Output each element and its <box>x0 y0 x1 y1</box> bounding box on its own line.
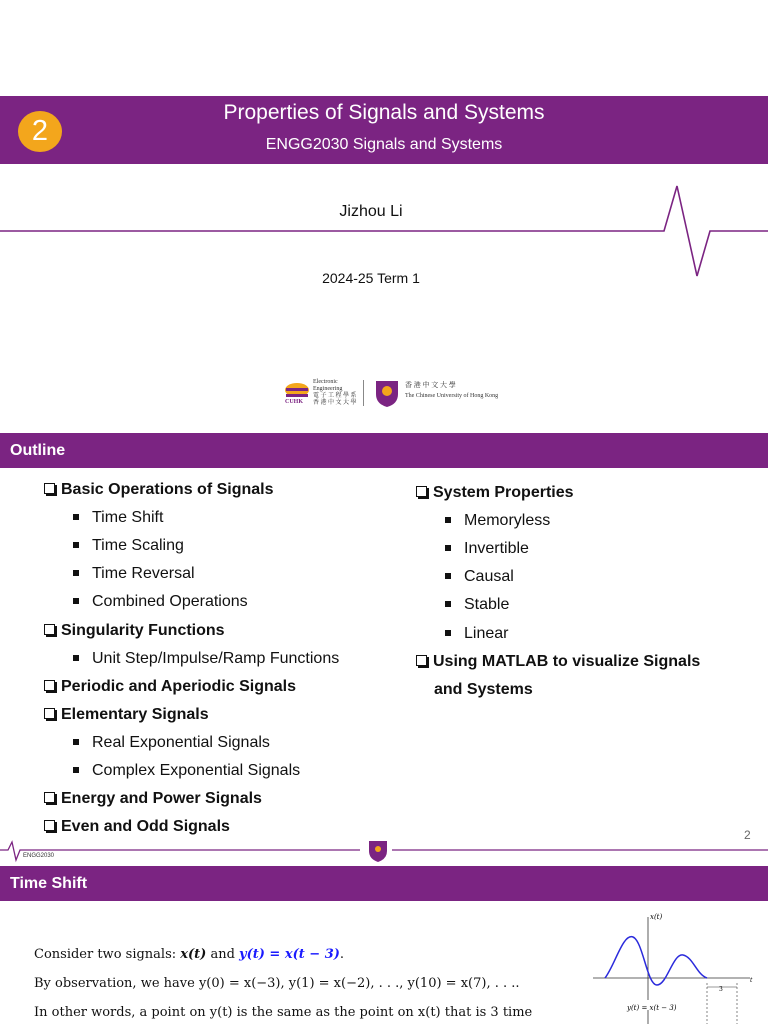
time-shift-plot <box>585 905 755 1024</box>
square-bullet-icon <box>73 598 79 604</box>
square-bullet-icon <box>445 573 451 579</box>
time-shift-line-1: Consider two signals: x(t) and y(t) = x(t − 3). <box>34 947 345 962</box>
outline-item: Basic Operations of Signals <box>44 481 274 499</box>
outline-subitem: Time Scaling <box>73 537 184 555</box>
outline-item: and Systems <box>434 680 533 698</box>
outline-subitem: Memoryless <box>445 512 550 530</box>
checkbox-bullet-icon <box>44 708 55 719</box>
outline-item: Elementary Signals <box>44 706 209 724</box>
outline-subitem: Invertible <box>445 540 529 558</box>
outline-subitem: Causal <box>445 568 514 586</box>
ee-logo-text: Electronic Engineering 電 子 工 程 學 系 香 港 中 文 大 學 <box>313 379 357 406</box>
slide-title: Properties of Signals and Systems <box>223 101 545 124</box>
outline-subitem: Real Exponential Signals <box>73 734 270 752</box>
university-logos <box>283 376 513 412</box>
outline-subitem: Linear <box>445 625 508 643</box>
time-shift-line-3: In other words, a point on y(t) is the same as the point on x(t) that is 3 time <box>34 1005 533 1020</box>
outline-subitem: Unit Step/Impulse/Ramp Functions <box>73 650 339 668</box>
outline-header-band <box>0 433 768 468</box>
outline-item: Periodic and Aperiodic Signals <box>44 678 296 696</box>
term-label: 2024-25 Term 1 <box>322 270 420 286</box>
ee-logo-abbr: CUHK <box>285 399 303 405</box>
checkbox-bullet-icon <box>416 486 427 497</box>
square-bullet-icon <box>445 517 451 523</box>
checkbox-bullet-icon <box>44 820 55 831</box>
checkbox-bullet-icon <box>44 792 55 803</box>
logo-divider <box>363 380 364 406</box>
footer-course-code: ENGG2030 <box>23 853 55 859</box>
plot-label-x: x(t) <box>650 913 663 921</box>
square-bullet-icon <box>73 655 79 661</box>
chapter-number-badge: 2 <box>18 111 62 152</box>
course-subtitle: ENGG2030 Signals and Systems <box>265 136 503 153</box>
cuhk-chinese-name: 香 港 中 文 大 學 <box>405 381 456 389</box>
square-bullet-icon <box>73 542 79 548</box>
checkbox-bullet-icon <box>44 624 55 635</box>
time-shift-header-band <box>0 866 768 901</box>
plot-label-y: y(t) = x(t − 3) <box>627 1004 677 1012</box>
outline-subitem: Complex Exponential Signals <box>73 762 300 780</box>
page-number: 2 <box>744 828 751 842</box>
author-name: Jizhou Li <box>339 203 403 220</box>
square-bullet-icon <box>445 545 451 551</box>
square-bullet-icon <box>73 570 79 576</box>
heartbeat-line <box>0 180 768 280</box>
outline-subitem: Time Reversal <box>73 565 195 583</box>
outline-subitem: Stable <box>445 596 509 614</box>
outline-item: Singularity Functions <box>44 622 225 640</box>
outline-subitem: Combined Operations <box>73 593 248 611</box>
outline-subitem: Time Shift <box>73 509 163 527</box>
time-shift-line-2: By observation, we have y(0) = x(−3), y(1) = x(−2), . . ., y(10) = x(7), . . .. <box>34 976 520 991</box>
checkbox-bullet-icon <box>44 483 55 494</box>
cuhk-english-name: The Chinese University of Hong Kong <box>405 393 499 399</box>
time-shift-header: Time Shift <box>10 875 88 892</box>
cuhk-crest-icon <box>373 378 401 408</box>
checkbox-bullet-icon <box>416 655 427 666</box>
outline-header: Outline <box>10 442 66 459</box>
outline-item: Even and Odd Signals <box>44 818 230 836</box>
checkbox-bullet-icon <box>44 680 55 691</box>
square-bullet-icon <box>73 739 79 745</box>
square-bullet-icon <box>445 601 451 607</box>
square-bullet-icon <box>445 630 451 636</box>
footer-line <box>0 838 768 864</box>
outline-item: Using MATLAB to visualize Signals <box>416 653 700 671</box>
square-bullet-icon <box>73 767 79 773</box>
outline-item: System Properties <box>416 484 574 502</box>
outline-item: Energy and Power Signals <box>44 790 262 808</box>
plot-axis-t: t <box>750 977 753 984</box>
plot-shift-label: 3 <box>719 986 723 993</box>
square-bullet-icon <box>73 514 79 520</box>
